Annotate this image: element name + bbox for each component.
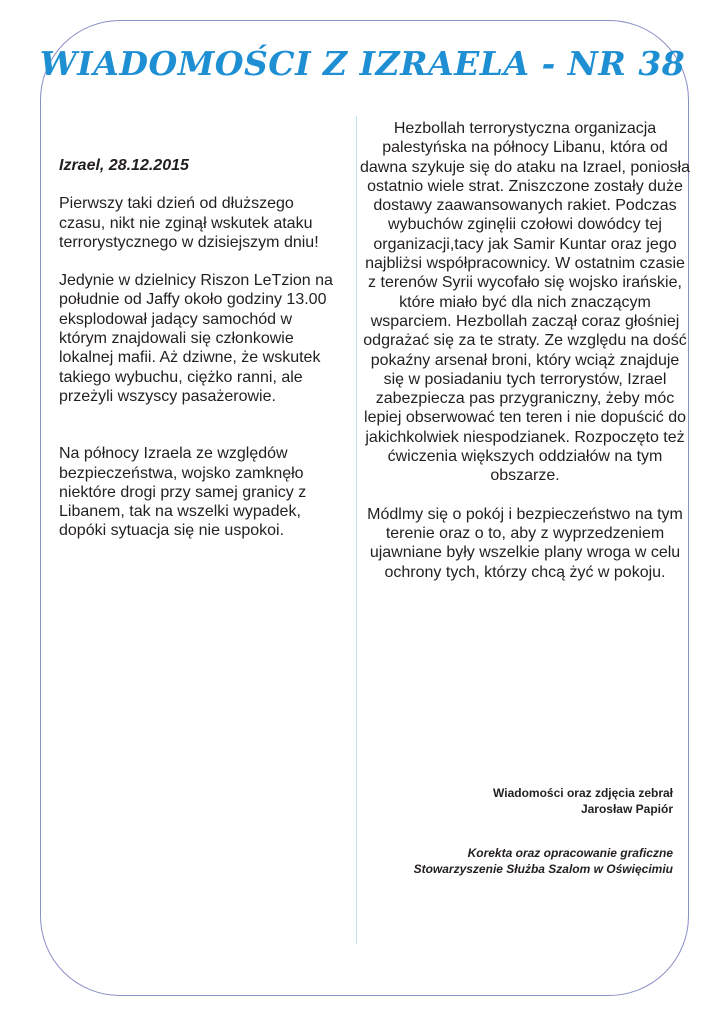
credits <box>414 785 673 905</box>
credits-editing <box>414 845 673 877</box>
left-column <box>59 156 344 560</box>
article-paragraph: Módlmy się o pokój i bezpieczeństwo na tym terenie oraz o to, aby z wyprzedzeniem ujawniane były wszelkie plany wroga w celu ochrony tych, którzy chcą żyć w pokoju. <box>367 505 683 581</box>
dateline: Izrael, 28.12.2015 <box>59 157 189 174</box>
article-paragraph: Pierwszy taki dzień od dłuższego czasu, nikt nie zginął wskutek ataku terrorystycznego w dzisiejszym dniu! <box>59 195 319 251</box>
credits-collected-label: Wiadomości oraz zdjęcia zebrał <box>493 786 673 800</box>
credits-collected <box>414 785 673 817</box>
right-column <box>360 119 690 601</box>
credits-editing-org: Stowarzyszenie Służba Szalom w Oświęcimiu <box>413 862 673 876</box>
article-paragraph: Jedynie w dzielnicy Riszon LeTzion na południe od Jaffy około godziny 13.00 eksplodował jadący samochód w którym znajdowali się członkowie lokalnej mafii. Aż dziwne, że wskutek takiego wybuchu, ciężko ranni, ale przeżyli wszyscy pasażerowie. <box>59 272 333 405</box>
credits-editing-label: Korekta oraz opracowanie graficzne <box>467 846 673 860</box>
column-divider <box>356 116 357 944</box>
credits-collected-name: Jarosław Papiór <box>580 802 673 816</box>
article-paragraph: Na północy Izraela ze względów bezpieczeństwa, wojsko zamknęło niektóre drogi przy samej granicy z Libanem, tak na wszelki wypadek, dopóki sytuacja się nie uspokoi. <box>59 445 307 540</box>
article-paragraph: Hezbollah terrorystyczna organizacja palestyńska na północy Libanu, która od dawna szykuje się do ataku na Izrael, poniosła ostatnio wiele strat. Zniszczone zostały duże dostawy zaawansowanych rakiet. Podczas wybuchów zginęlii czołowi dowódcy tej organizacji,tacy jak Samir Kuntar oraz jego najbliżsi współpracownicy. W ostatnim czasie z terenów Syrii wycofało się wojsko irańskie, które miało być dla nich znaczącym wsparciem. Hezbollah zaczął coraz głośniej odgrażać się za te straty. Ze względu na dość pokaźny arsenał broni, który wciąż znajduje się w posiadaniu tych terrorystów, Izrael zabezpiecza pas przygraniczny, żeby móc lepiej obserwować ten teren i nie dopuścić do jakichkolwiek niespodzianek. Rozpoczęto też ćwiczenia większych oddziałów na tym obszarze. <box>360 120 690 485</box>
newsletter-title: WIADOMOŚCI Z IZRAELA - NR 38 <box>39 44 686 83</box>
